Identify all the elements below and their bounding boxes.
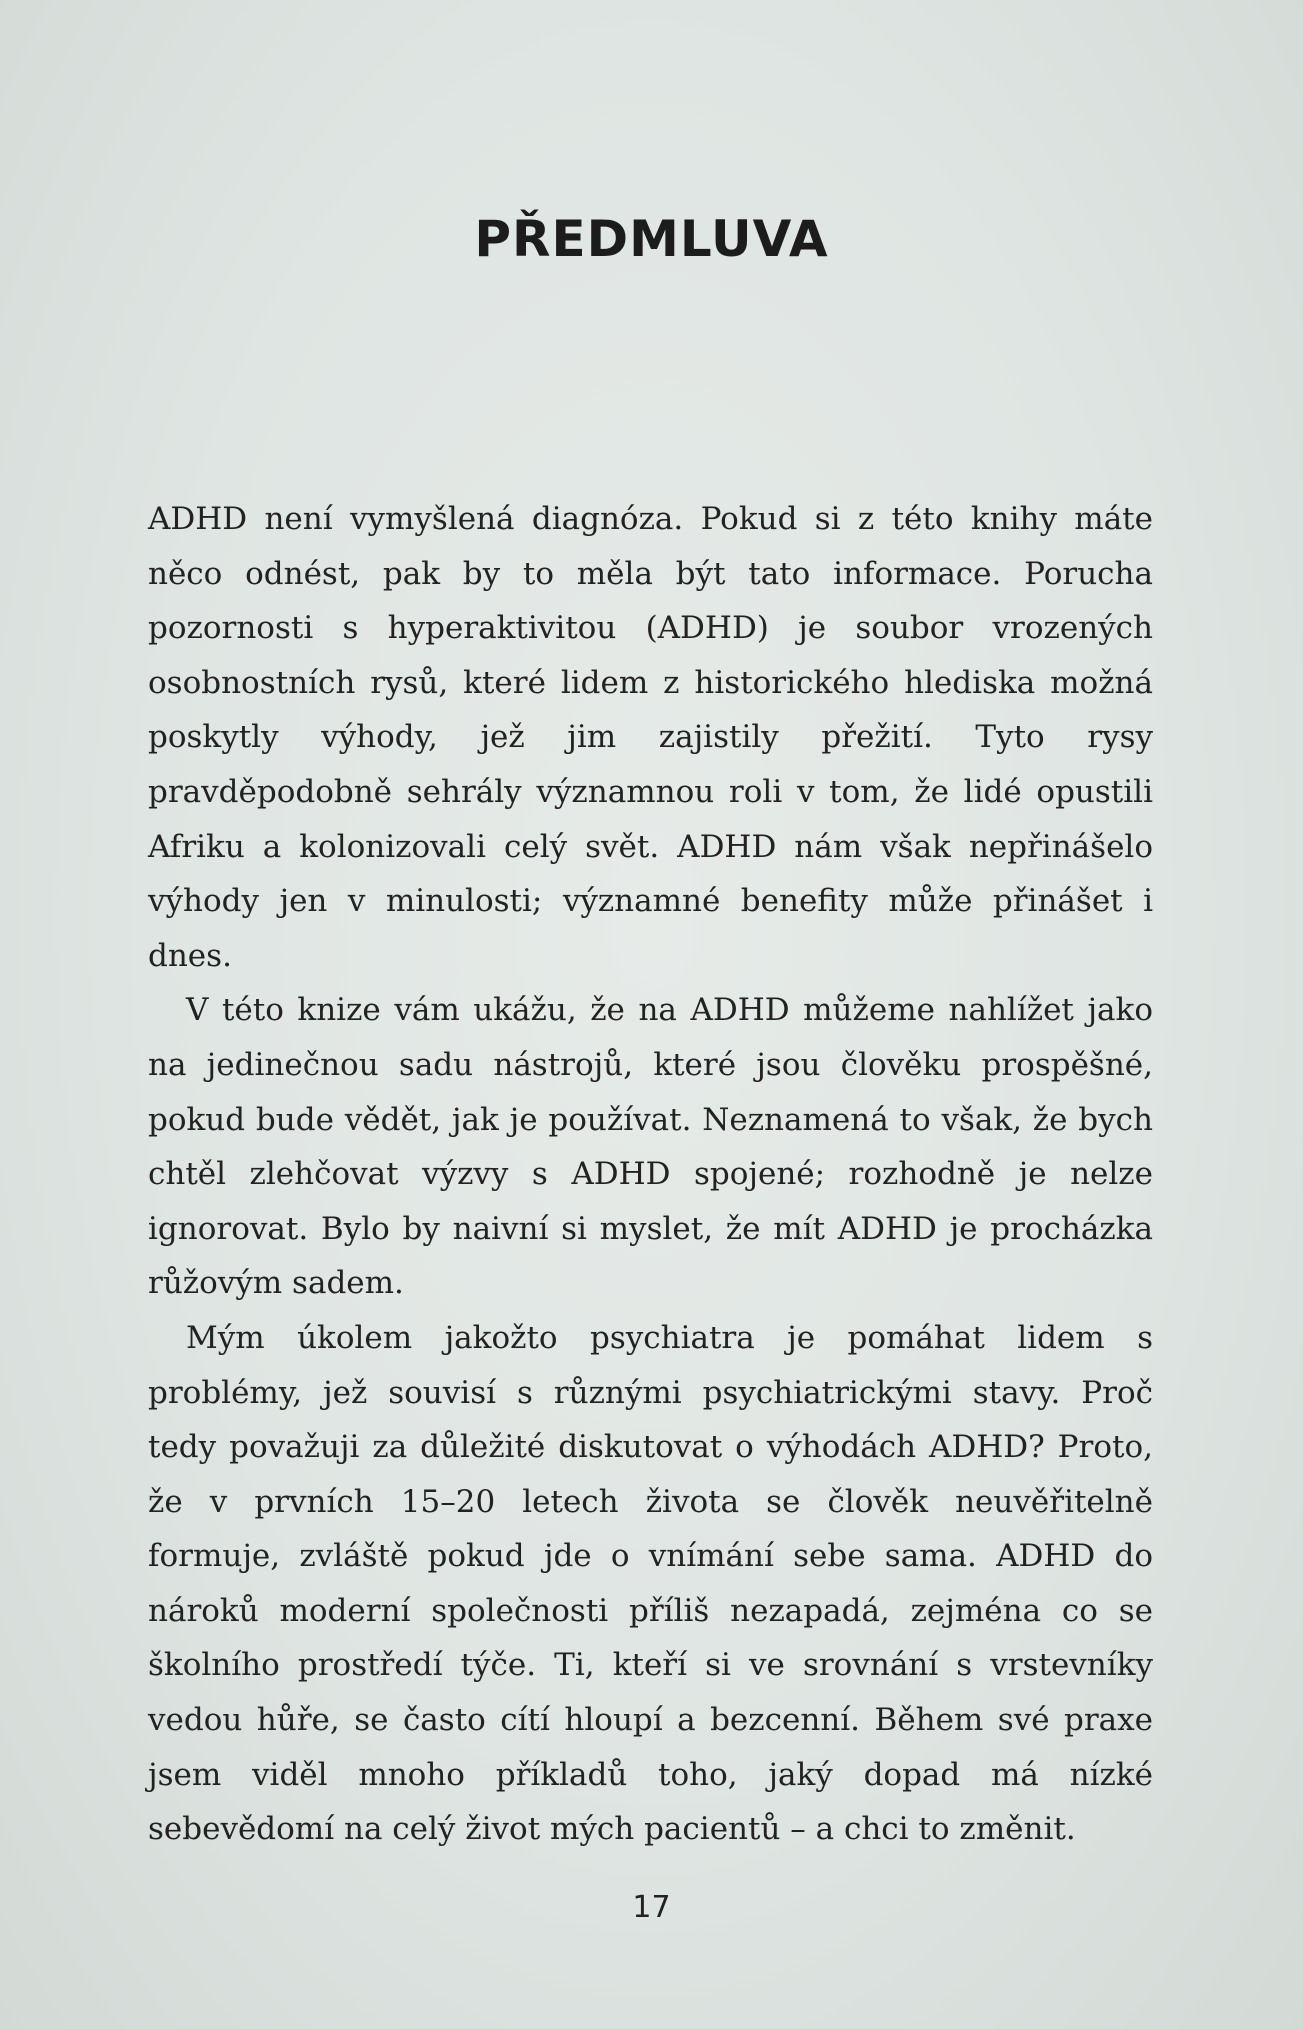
paragraph-3: Mým úkolem jakožto psychiatra je pomáhat lidem s problémy, jež souvisí s různými psychiatrickými stavy. Proč tedy považuji za důležité diskutovat o výhodách ADHD? Proto, že v prvních 15–20 letech života se člověk neuvěřitelně formuje, zvláště pokud jde o vnímání sebe sama. ADHD do nároků moderní společnosti příliš nezapadá, zejména co se školního prostředí týče. Ti, kteří si ve srovnání s vrstevníky vedou hůře, se často cítí hloupí a bezcenní. Během své praxe jsem viděl mnoho příkladů toho, jaký dopad má nízké sebevědomí na celý život mých pacientů – a chci to změnit. [148,1319,1153,1848]
chapter-heading: PŘEDMLUVA [474,210,829,268]
chapter-body [148,492,1153,1857]
page-number: 17 [632,1890,671,1925]
paragraph-1: ADHD není vymyšlená diagnóza. Pokud si z této knihy máte něco odnést, pak by to měla být tato informace. Porucha pozornosti s hyperaktivitou (ADHD) je soubor vrozených osobnostních rysů, které lidem z historického hlediska možná poskytly výhody, jež jim zajistily přežití. Tyto rysy pravděpodobně sehrály významnou roli v tom, že lidé opustili Afriku a kolonizovali celý svět. ADHD nám však nepřinášelo výhody jen v minulosti; významné benefity může přinášet i dnes. [148,501,1153,974]
paragraph-2: V této knize vám ukážu, že na ADHD můžeme nahlížet jako na jedinečnou sadu nástrojů, které jsou člověku prospěšné, pokud bude vědět, jak je používat. Neznamená to však, že bych chtěl zlehčovat výzvy s ADHD spojené; rozhodně je nelze ignorovat. Bylo by naivní si myslet, že mít ADHD je procházka růžovým sadem. [148,992,1153,1302]
